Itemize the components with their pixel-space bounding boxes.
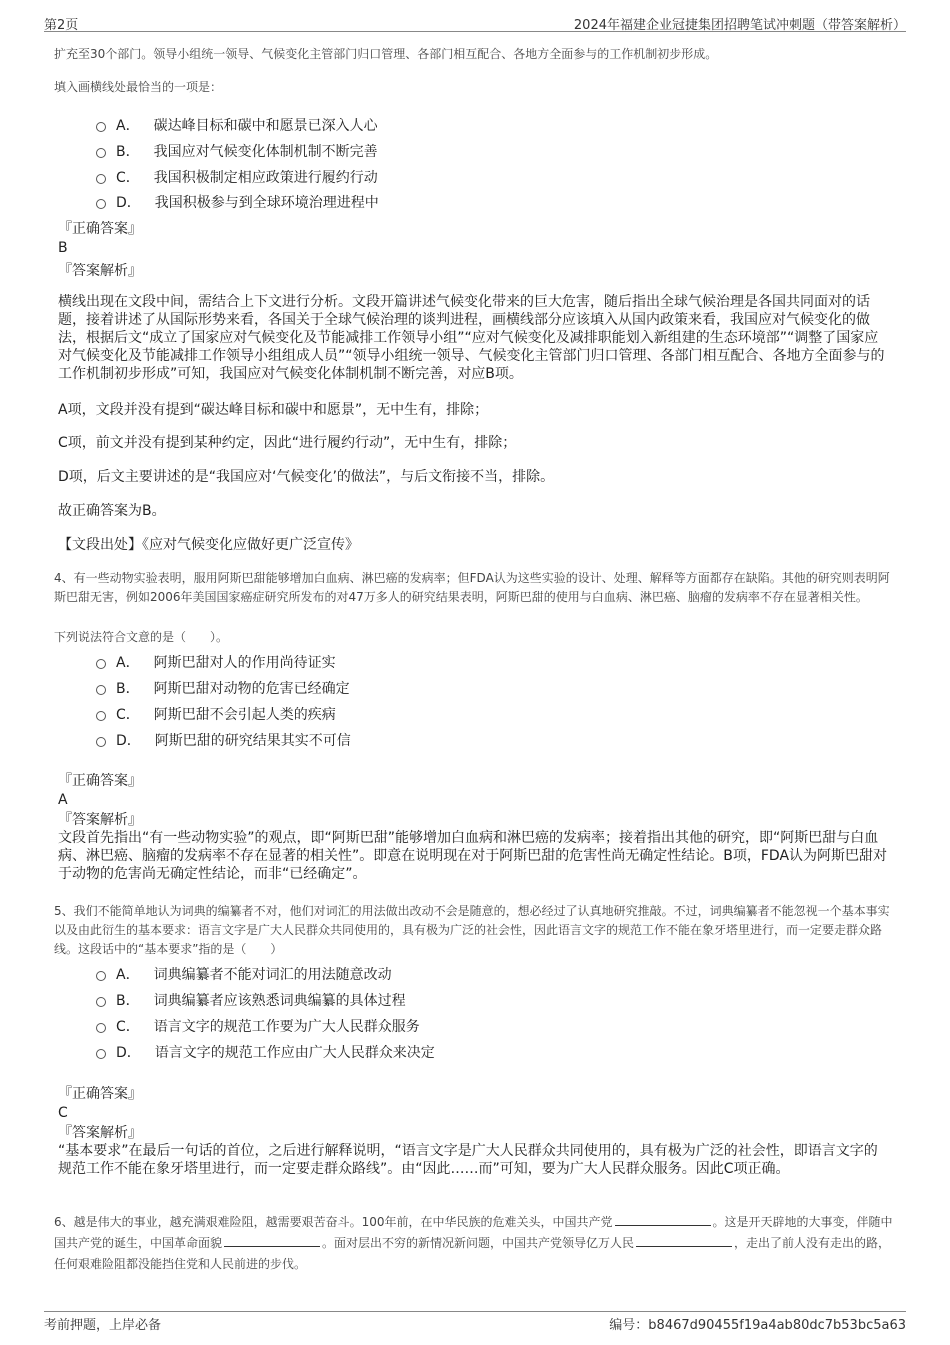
document-code: 编号：b8467d90455f19a4ab80dc7b53bc5a63 [609,1318,906,1333]
q4-stem: 4、有一些动物实验表明，服用阿斯巴甜能够增加白血病、淋巴癌的发病率；但FDA认为这些实验的设计、处理、解释等方面都存在缺陷。其他的研究则表明阿斯巴甜无害，例如2006年美国国家癌症研究所发布的对47万多人的研究结果表明，阿斯巴甜的使用与白血病、淋巴癌、脑瘤的发病率不存在显著相关性。 [54,571,890,604]
q3-stem-tail: 扩充至30个部门。领导小组统一领导、气候变化主管部门归口管理、各部门相互配合、各地方全面参与的工作机制初步形成。 [54,47,718,61]
q3-analysis-heading: 『答案解析』 [58,263,142,279]
q4-analysis-heading: 『答案解析』 [58,812,142,828]
q3-answer: B [58,240,68,256]
q4-option-d[interactable]: D． 阿斯巴甜的研究结果其实不可信 [96,730,351,750]
q4-option-a[interactable]: A． 阿斯巴甜对人的作用尚待证实 [96,652,336,672]
page-number: 第2页 [44,18,79,33]
q5-stem: 5、我们不能简单地认为词典的编纂者不对，他们对词汇的用法做出改动不会是随意的，想必经过了认真地研究推敲。不过，词典编纂者不能忽视一个基本事实以及由此衍生的基本要求：语言文字是广大人民群众共同使用的，具有极为广泛的社会性，因此语言文字的规范工作不能在象牙塔里进行，而一定要走群众路线。这段话中的“基本要求”指的是（ ） [54,904,890,956]
q5-answer-heading: 『正确答案』 [58,1086,142,1102]
q3-analysis-main: 横线出现在文段中间，需结合上下文进行分析。文段开篇讲述气候变化带来的巨大危害，随后指出全球气候治理是各国共同面对的话题，接着讲述了从国际形势来看，各国关于全球气候治理的谈判进程，画横线部分应该填入从国内政策来看，我国应对气候变化的做法，根据后文“成立了国家应对气候变化及节能减排工作领导小组”“应对气候变化及减排职能划入新组建的生态环境部”“调整了国家应对气候变化及节能减排工作领导小组组成人员”“领导小组统一领导、气候变化主管部门归口管理、各部门相互配合、各地方全面参与的工作机制初步形成”可知，我国应对气候变化体制机制不断完善，对应B项。 [58,294,885,382]
q5-option-a[interactable]: A． 词典编纂者不能对词汇的用法随意改动 [96,964,392,984]
q3-analysis-d: D项，后文主要讲述的是“我国应对‘气候变化’的做法”，与后文衔接不当，排除。 [58,469,555,485]
q5-analysis: “基本要求”在最后一句话的首位，之后进行解释说明，“语言文字是广大人民群众共同使用的，具有极为广泛的社会性，即语言文字的规范工作不能在象牙塔里进行，而一定要走群众路线”。由“因此……而”可知，要为广大人民群众服务。因此C项正确。 [58,1143,878,1177]
radio-icon[interactable] [96,122,106,132]
fill-blank-1[interactable] [615,1213,711,1226]
q3-analysis-a: A项，文段并没有提到“碳达峰目标和碳中和愿景”，无中生有，排除； [58,402,489,418]
q5-option-d[interactable]: D． 语言文字的规范工作应由广大人民群众来决定 [96,1042,435,1062]
q5-option-c[interactable]: C． 语言文字的规范工作要为广大人民群众服务 [96,1016,420,1036]
q3-option-c[interactable]: C． 我国积极制定相应政策进行履约行动 [96,167,378,187]
document-title: 2024年福建企业冠捷集团招聘笔试冲刺题（带答案解析） [573,18,906,33]
q4-analysis: 文段首先指出“有一些动物实验”的观点，即“阿斯巴甜”能够增加白血病和淋巴癌的发病率；接着指出其他的研究，即“阿斯巴甜与白血病、淋巴癌、脑瘤的发病率不存在显著的相关性”。即意在说明现在对于阿斯巴甜的危害性尚无确定性结论。B项，FDA认为阿斯巴甜对于动物的危害尚无确定性结论，而非“已经确定”。 [58,830,888,882]
q4-answer: A [58,792,68,808]
radio-icon[interactable] [96,1023,106,1033]
q3-answer-heading: 『正确答案』 [58,221,142,237]
radio-icon[interactable] [96,148,106,158]
radio-icon[interactable] [96,997,106,1007]
radio-icon[interactable] [96,737,106,747]
header-divider [44,31,906,32]
q3-option-a[interactable]: A． 碳达峰目标和碳中和愿景已深入人心 [96,115,378,135]
q3-option-d[interactable]: D． 我国积极参与到全球环境治理进程中 [96,192,379,212]
radio-icon[interactable] [96,659,106,669]
radio-icon[interactable] [96,685,106,695]
q4-answer-heading: 『正确答案』 [58,773,142,789]
q3-source: 【文段出处】《应对气候变化应做好更广泛宣传》 [58,537,359,553]
q4-option-c[interactable]: C． 阿斯巴甜不会引起人类的疾病 [96,704,336,724]
q6-stem: 6、越是伟大的事业，越充满艰难险阻，越需要艰苦奋斗。100年前，在中华民族的危难关头，中国共产党 。这是开天辟地的大事变，伴随中国共产党的诞生，中国革命面貌 。面对层出不穷的新情况新问题，中国共产党领导亿万人民 ，走出了前人没有走出的路，任何艰难险阻都没能挡住党和人民前进的步伐。 [54,1215,893,1271]
q5-option-b[interactable]: B． 词典编纂者应该熟悉词典编纂的具体过程 [96,990,406,1010]
q5-answer: C [58,1105,68,1121]
radio-icon[interactable] [96,199,106,209]
q3-analysis-conclusion: 故正确答案为B。 [58,503,166,519]
footer-slogan: 考前押题，上岸必备 [44,1318,162,1333]
q3-analysis-c: C项，前文并没有提到某种约定，因此“进行履约行动”，无中生有，排除； [58,435,517,451]
radio-icon[interactable] [96,174,106,184]
fill-blank-3[interactable] [636,1234,732,1247]
radio-icon[interactable] [96,971,106,981]
q3-option-b[interactable]: B． 我国应对气候变化体制机制不断完善 [96,141,378,161]
radio-icon[interactable] [96,711,106,721]
footer-divider [44,1311,906,1312]
q4-prompt: 下列说法符合文意的是（ ）。 [54,630,229,644]
q3-prompt: 填入画横线处最恰当的一项是： [54,80,223,94]
q5-analysis-heading: 『答案解析』 [58,1125,142,1141]
q4-option-b[interactable]: B． 阿斯巴甜对动物的危害已经确定 [96,678,350,698]
fill-blank-2[interactable] [224,1234,320,1247]
radio-icon[interactable] [96,1049,106,1059]
